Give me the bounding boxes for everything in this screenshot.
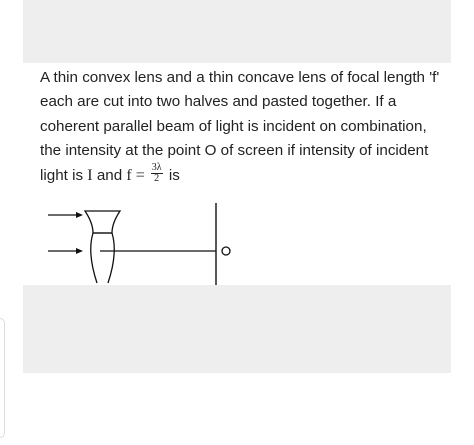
fraction [151,163,163,184]
question-card [23,63,451,285]
convex-lens-half [91,233,115,283]
lens-diagram-svg [40,203,240,287]
equals-sign: = [131,166,149,184]
question-body: A thin convex lens and a thin concave lens of focal length 'f' each are cut into two halves and pasted together. If a coherent parallel beam of light is incident on combination, the intensity at the point O of screen if intensity of incident light is [40,69,440,184]
concave-lens-half [85,211,120,233]
incident-ray-top [48,212,83,218]
question-text [40,66,445,188]
point-o-marker [222,247,230,255]
intensity-symbol: I [87,166,93,184]
footer-band [23,285,451,373]
fraction-numerator: 3λ [151,162,162,174]
fraction-denominator: 2 [154,173,160,185]
question-ending: is [164,166,180,184]
side-panel-edge [0,318,5,438]
focal-symbol: f [126,166,132,184]
lens-diagram [40,203,240,287]
and-word: and [92,166,127,184]
header-band [23,0,451,63]
page-frame [23,0,451,445]
incident-ray-bottom [48,248,83,254]
point-o-label: O [210,283,211,284]
